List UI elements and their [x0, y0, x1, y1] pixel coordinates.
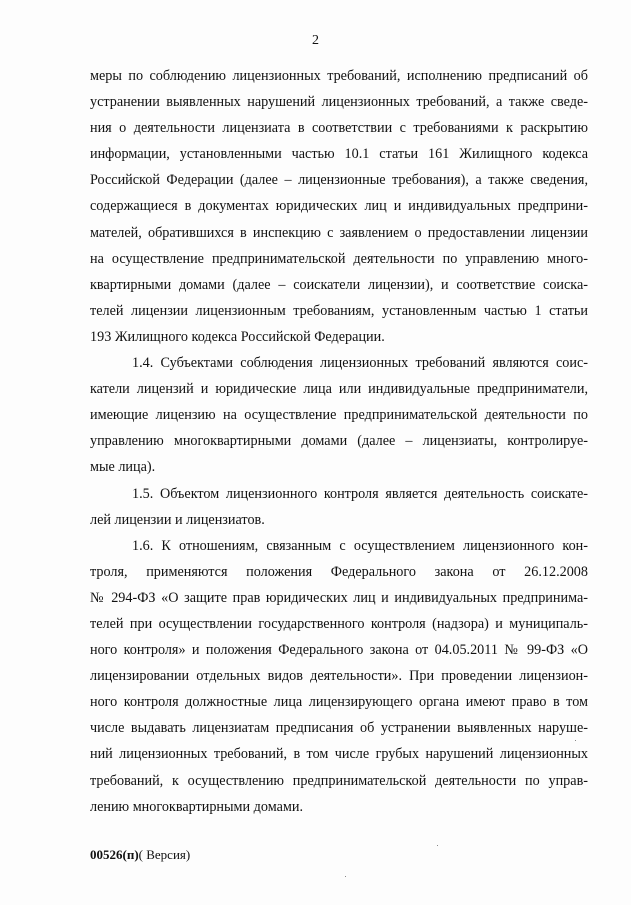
text-line: меры по соблюдению лицензионных требований, исполнению предписаний об: [90, 68, 588, 84]
text-line: троля, применяются положения Федерального закона от 26.12.2008: [90, 563, 588, 580]
text-line: управлению многоквартирными домами (далее – лицензиаты, контролируе-: [90, 433, 588, 450]
text-line: ного контроля» и положения Федерального закона от 04.05.2011 № 99-ФЗ «О: [90, 642, 588, 659]
text-line: лей лицензии и лицензиатов.: [90, 511, 265, 528]
text-line: лицензировании отдельных видов деятельности». При проведении лицензион-: [90, 668, 588, 685]
text-line: информации, установленными частью 10.1 статьи 161 Жилищного кодекса: [90, 146, 588, 163]
text-line: 1.5. Объектом лицензионного контроля является деятельность соискате-: [132, 485, 588, 502]
text-line: № 294-ФЗ «О защите прав юридических лиц и индивидуальных предпринима-: [90, 589, 588, 606]
text-line: 1.4. Субъектами соблюдения лицензионных требований являются соис-: [132, 355, 588, 372]
document-body: [90, 63, 588, 820]
text-line: Российской Федерации (далее – лицензионные требования), а также сведения,: [90, 172, 588, 189]
text-line: требований, к осуществлению предпринимательской деятельности по управ-: [90, 772, 588, 789]
text-line: устранении выявленных нарушений лицензионных требований, а также сведе-: [90, 94, 588, 111]
text-line: квартирными домами (далее – соискатели лицензии), и соответствие соиска-: [90, 276, 588, 293]
text-line: катели лицензий и юридические лица или индивидуальные предприниматели,: [90, 381, 588, 398]
scan-speck: [345, 876, 346, 877]
text-line: ний лицензионных требований, в том числе грубых нарушений лицензионных: [90, 746, 588, 763]
text-line: имеющие лицензию на осуществление предпринимательской деятельности по: [90, 407, 588, 424]
scan-speck: [575, 740, 576, 741]
text-line: мателей, обратившихся в инспекцию с заявлением о предоставлении лицензии: [90, 224, 588, 241]
text-line: 193 Жилищного кодекса Российской Федерации.: [90, 328, 385, 345]
text-line: мые лица).: [90, 459, 156, 476]
text-line: телей при осуществлении государственного контроля (надзора) и муниципаль-: [90, 615, 588, 632]
text-line: телей лицензии лицензионным требованиям, установленным частью 1 статьи: [90, 302, 588, 319]
page-number: 2: [312, 33, 319, 48]
scan-speck: [437, 845, 438, 846]
text-line: содержащиеся в документах юридических лиц и индивидуальных предприни-: [90, 198, 588, 215]
document-footer: [90, 847, 190, 863]
document-code: 00526(п): [90, 847, 139, 862]
text-line: ного контроля должностные лица лицензирующего органа имеют право в том: [90, 694, 588, 711]
text-line: 1.6. К отношениям, связанным с осуществлением лицензионного кон-: [132, 537, 588, 554]
text-line: ния о деятельности лицензиата в соответствии с требованиями к раскрытию: [90, 120, 588, 137]
text-line: числе выдавать лицензиатам предписания об устранении выявленных наруше-: [90, 720, 588, 737]
document-version: ( Версия): [138, 847, 191, 862]
text-line: лению многоквартирными домами.: [90, 798, 304, 815]
text-line: на осуществление предпринимательской деятельности по управлению много-: [90, 250, 588, 267]
